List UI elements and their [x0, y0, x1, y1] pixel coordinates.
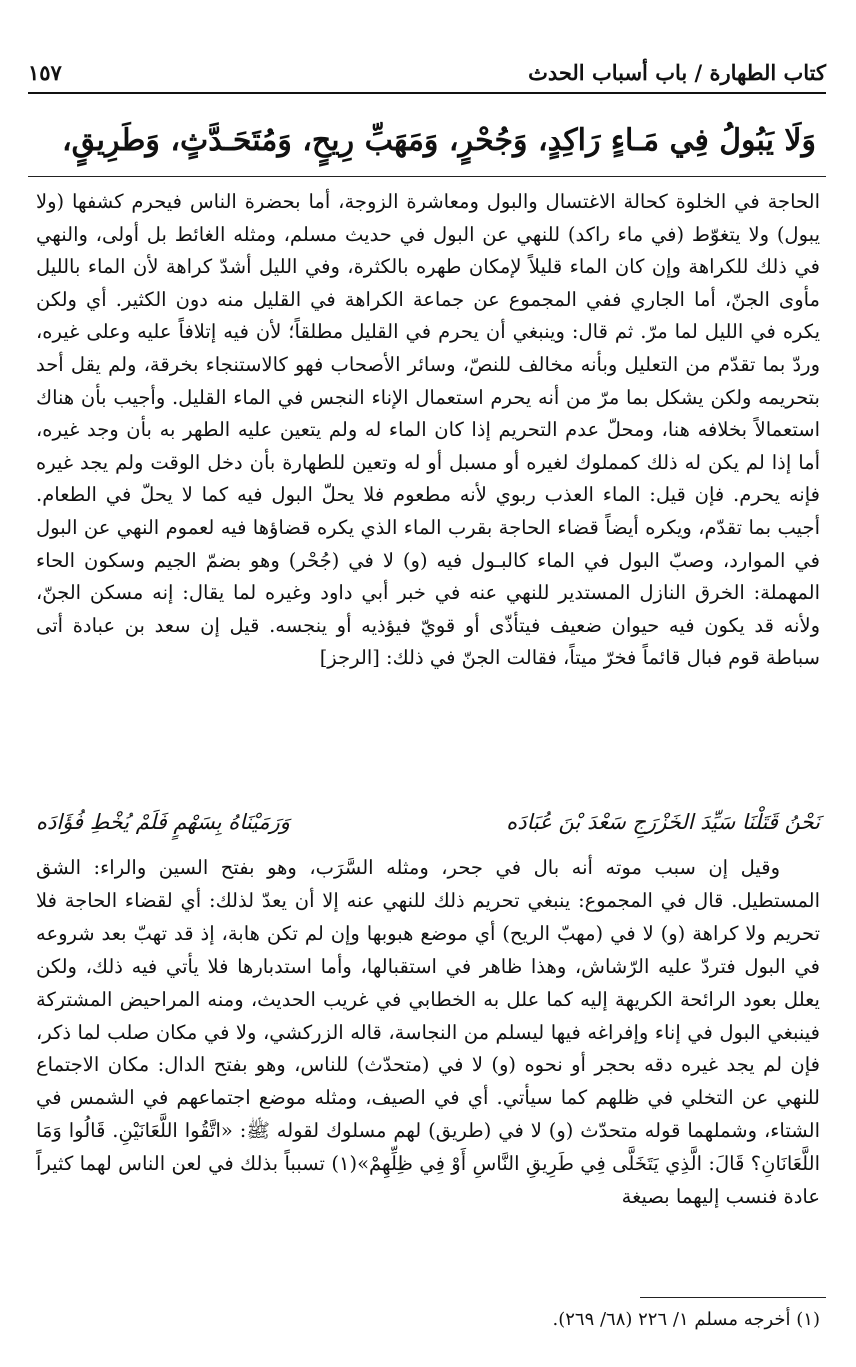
poetry-verse — [36, 802, 820, 842]
commentary-block — [36, 186, 820, 675]
footnote: (١) أخرجه مسلم ١/ ٢٢٦ (٦٨/ ٢٦٩). — [552, 1309, 820, 1330]
matn-divider — [28, 176, 826, 177]
running-header — [28, 52, 826, 92]
commentary-paragraph: الحاجة في الخلوة كحالة الاغتسال والبول ومعاشرة الزوجة، أما بحضرة الناس فيحرم كشفها (ولا يبول) ولا يتغوّط (في ماء راكد) للنهي عن البول في حديث مسلم، ومثله الغائط بل أولى، والنهي في ذلك للكراهة وإن كان الماء قليلاً لإمكان طهره بالكثرة، وفي الليل أشدّ كراهة لأن الماء بالليل مأوى الجنّ، أما الجاري ففي المجموع عن جماعة الكراهة في القليل منه دون الكثير. أي ولكن يكره في الليل لما مرّ. ثم قال: وينبغي أن يحرم في القليل مطلقاً؛ لأن فيه إتلافاً عليه وعلى غيره، وردّ بما تقدّم من التعليل وبأنه مخالف للنصّ، وسائر الأصحاب فهو كالاستنجاء بخرقة، ولم يقل أحد بتحريمه ولكن يشكل بما مرّ من أنه يحرم استعمال الإناء النجس في الماء القليل. وأجيب بأن هناك استعمالاً بخلافه هنا، ومحلّ عدم التحريم إذا كان الماء له ولم يتعين عليه الطهر به بأن وجد غيره، أما إذا لم يكن له ذلك كمملوك لغيره أو مسبل أو له وتعين للطهارة بأن دخل الوقت ولم يجد غيره فإنه يحرم. فإن قيل: الماء العذب ربوي لأنه مطعوم فلا يحلّ البول فيه كما لا يحلّ في الطعام. أجيب بما تقدّم، ويكره أيضاً قضاء الحاجة بقرب الماء الذي يكره قضاؤها فيه لعموم النهي عن البول في الموارد، وصبّ البول في الماء كالبـول فيه (و) لا في (جُحْر) وهو بضمّ الجيم وسكون الحاء المهملة: الخرق النازل المستدير للنهي عنه في خبر أبي داود وغيره لما يقال: إنه مسكن الجنّ، ولأنه قد يكون فيه حيوان ضعيف فيتأذّى أو قويّ فيؤذيه أو ينجسه. قيل إن سعد بن عبادة أتى سباطة قوم فبال قائماً فخرّ ميتاً، فقالت الجنّ في ذلك: [الرجز] — [36, 190, 821, 670]
verse-hemistich-first: نَحْنُ قَتَلْنَا سَيِّدَ الخَزْرَجِ سَعْدَ بْنَ عُبَادَه — [506, 810, 820, 834]
footnote-divider — [640, 1297, 826, 1298]
header-divider — [28, 92, 826, 94]
header-title: كتاب الطهارة / باب أسباب الحدث — [528, 59, 826, 85]
commentary-block-2 — [36, 852, 820, 1214]
page-number: ١٥٧ — [28, 59, 62, 85]
matn-text: وَلَا يَبُولُ فِي مَـاءٍ رَاكِدٍ، وَجُحْرٍ، وَمَهَبِّ رِيحٍ، وَمُتَحَـدَّثٍ، وَطَرِيقٍ، — [61, 123, 816, 158]
verse-hemistich-second: وَرَمَيْنَاهُ بِسَهْمٍ فَلَمْ يُخْطِ فُؤَادَه — [36, 810, 290, 834]
commentary-paragraph-2: وقيل إن سبب موته أنه بال في جحر، ومثله السَّرَب، وهو بفتح السين والراء: الشق المستطيل. قال في المجموع: ينبغي تحريم ذلك للنهي عنه إلا أن يعدّ لذلك: أي لقضاء الحاجة فلا تحريم ولا كراهة (و) لا في (مهبّ الريح) أي موضع هبوبها وإن لم تكن هابة، إذ قد تهبّ بعد شروعه في البول فتردّ عليه الرّشاش، وهذا ظاهر في استقبالها، وأما استدبارها فلا يأتي فيه ذلك، ولكن يعلل بعود الرائحة الكريهة إليه كما علل به الخطابي في غريب الحديث، ومنه المراحيض المشتركة فينبغي البول في إناء وإفراغه فيها ليسلم من النجاسة، قاله الزركشي، ولا في مكان صلب لما ذكر، فإن لم يجد غيره دقه بحجر أو نحوه (و) لا في (متحدّث) للناس، وهو بفتح الدال: مكان الاجتماع للنهي عن التخلي في ظلهم كما سيأتي. أي في الصيف، ومثله موضع اجتماعهم في الشمس في الشتاء، وشملهما قوله متحدّث (و) لا في (طريق) لهم مسلوك لقوله ﷺ: «اتَّقُوا اللَّعَانَيْنِ. قَالُوا وَمَا اللَّعَانَانِ؟ قَالَ: الَّذِي يَتَخَلَّى فِي طَرِيقِ النَّاسِ أَوْ فِي ظِلِّهِمْ»(١) تسبباً بذلك في لعن الناس لهما كثيراً عادة فنسب إليهما بصيغة — [36, 856, 820, 1209]
